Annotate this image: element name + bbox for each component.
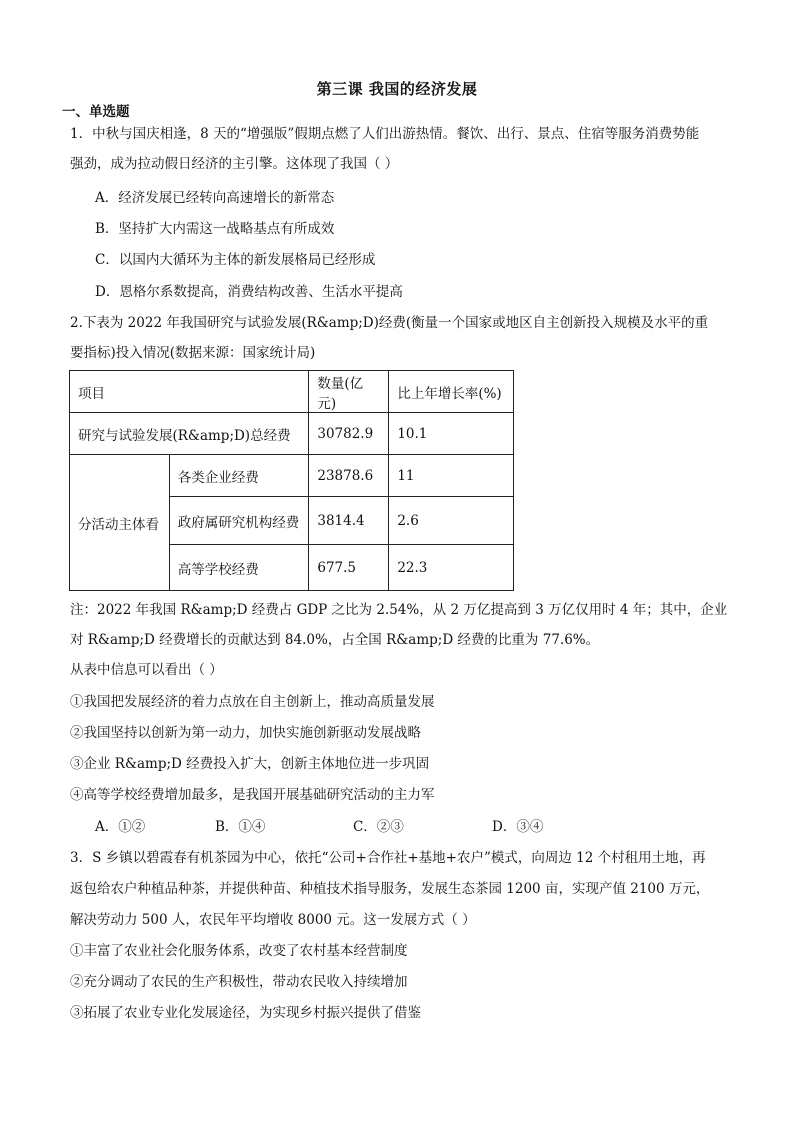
q3-statement-3: ③拓展了农业专业化发展途径，为实现乡村振兴提供了借鉴 (70, 1005, 421, 1021)
q2-choices (95, 815, 655, 835)
table-header-growth: 比上年增长率(%) (389, 371, 514, 413)
table-header-amount: 数量(亿元) (309, 371, 389, 413)
q2-stem-line-1: 2.下表为 2022 年我国研究与试验发展(R&amp;D)经费(衡量一个国家或地区自主创新投入规模及水平的重 (70, 315, 709, 331)
q3-stem-line-3: 解决劳动力 500 人，农民年平均增收 8000 元。这一发展方式（ ） (70, 912, 476, 928)
table-cell-row-label: 各类企业经费 (169, 455, 309, 497)
q3-stem-line-1: 3．S 乡镇以碧霞春有机茶园为中心，依托“公司+合作社+基地+农户”模式，向周边 12 个村租用土地，再 (70, 850, 706, 866)
rd-funding-table (69, 370, 514, 591)
table-cell-row-growth: 2.6 (389, 497, 514, 545)
table-cell-group-label: 分活动主体看 (70, 455, 170, 591)
table-row (70, 455, 514, 497)
table-cell-row-amount: 3814.4 (309, 497, 389, 545)
q2-stem-line-2: 要指标)投入情况(数据来源：国家统计局) (70, 345, 316, 361)
q2-statement-1: ①我国把发展经济的着力点放在自主创新上，推动高质量发展 (70, 694, 435, 710)
section-heading: 一、单选题 (62, 104, 130, 120)
table-cell-row-label: 政府属研究机构经费 (169, 497, 309, 545)
q1-option-b: B．坚持扩大内需这一战略基点有所成效 (95, 221, 335, 237)
q2-prompt: 从表中信息可以看出（ ） (70, 662, 223, 678)
q2-choice-d: D．③④ (492, 819, 544, 835)
table-cell-total-label: 研究与试验发展(R&amp;D)总经费 (70, 413, 309, 455)
table-cell-row-amount: 677.5 (309, 545, 389, 591)
q1-stem-line-2: 强劲，成为拉动假日经济的主引擎。这体现了我国（ ） (70, 156, 399, 172)
q2-statement-2: ②我国坚持以创新为第一动力，加快实施创新驱动发展战略 (70, 725, 421, 741)
q2-statement-4: ④高等学校经费增加最多，是我国开展基础研究活动的主力军 (70, 787, 435, 803)
page-title: 第三课 我国的经济发展 (316, 80, 478, 98)
q1-option-a: A．经济发展已经转向高速增长的新常态 (95, 190, 335, 206)
q3-stem-line-2: 返包给农户种植品种茶，并提供种苗、种植技术指导服务，发展生态茶园 1200 亩，实现产值 2100 万元， (70, 881, 710, 897)
q2-choice-a: A．①② (95, 819, 146, 835)
table-header-row (70, 371, 514, 413)
table-cell-row-label: 高等学校经费 (169, 545, 309, 591)
q2-note-line-2: 对 R&amp;D 经费增长的贡献达到 84.0%，占全国 R&amp;D 经费的比重为 77.6%。 (70, 632, 600, 648)
table-row (70, 413, 514, 455)
q1-option-c: C．以国内大循环为主体的新发展格局已经形成 (95, 252, 376, 268)
q2-choice-c: C．②③ (353, 819, 404, 835)
q3-statement-2: ②充分调动了农民的生产积极性，带动农民收入持续增加 (70, 974, 408, 990)
table-cell-total-growth: 10.1 (389, 413, 514, 455)
q1-stem-line-1: 1．中秋与国庆相逢，8 天的“增强版”假期点燃了人们出游热情。餐饮、出行、景点、住宿等服务消费势能 (70, 126, 700, 142)
table-header-item: 项目 (70, 371, 309, 413)
q1-option-d: D．恩格尔系数提高，消费结构改善、生活水平提高 (95, 284, 403, 300)
q3-statement-1: ①丰富了农业社会化服务体系，改变了农村基本经营制度 (70, 943, 408, 959)
table-cell-row-amount: 23878.6 (309, 455, 389, 497)
q2-choice-b: B．①④ (215, 819, 266, 835)
table-cell-row-growth: 22.3 (389, 545, 514, 591)
q2-statement-3: ③企业 R&amp;D 经费投入扩大，创新主体地位进一步巩固 (70, 756, 430, 772)
table-cell-row-growth: 11 (389, 455, 514, 497)
table-cell-total-amount: 30782.9 (309, 413, 389, 455)
q2-note-line-1: 注：2022 年我国 R&amp;D 经费占 GDP 之比为 2.54%，从 2 万亿提高到 3 万亿仅用时 4 年；其中，企业 (70, 602, 728, 618)
